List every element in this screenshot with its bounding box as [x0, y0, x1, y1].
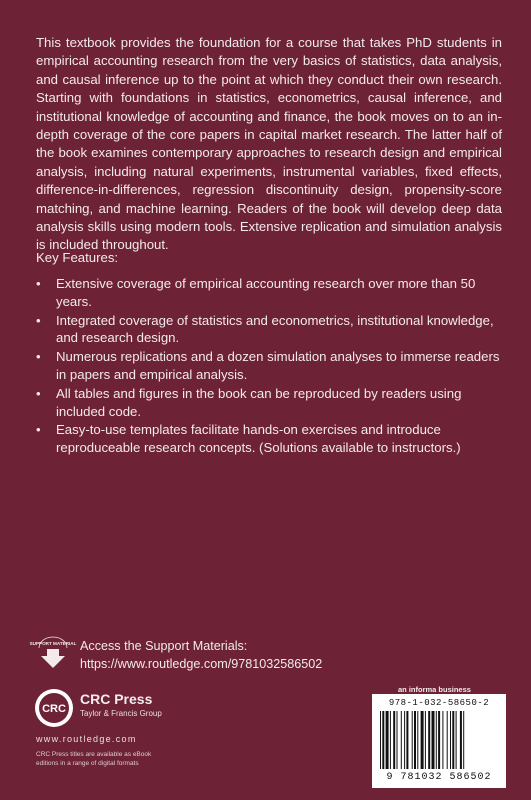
support-materials-block — [80, 637, 322, 673]
back-cover-blurb: This textbook provides the foundation for a course that takes PhD students in empirical accounting research from the very basics of statistics, data analysis, and causal inference up to the point at which they conduct their own research. Starting with foundations in statistics, econometrics, causal inference, and institutional knowledge of accounting and finance, the book moves on to an in-depth coverage of the core papers in capital market research. The latter half of the book examines contemporary approaches to research design and empirical analysis, including natural experiments, instrumental variables, fixed effects, difference-in-differences, regression discontinuity design, propensity-score matching, and machine learning. Readers of the book will develop deep data analysis skills using modern tools. Extensive replication and simulation analysis is included throughout. — [36, 35, 502, 253]
isbn-barcode — [372, 694, 506, 788]
ebook-note: CRC Press titles are available as eBook editions in a range of digital formats — [36, 751, 152, 767]
list-item — [36, 312, 506, 348]
support-material-icon — [29, 636, 77, 670]
feature-text: Integrated coverage of statistics and econometrics, institutional knowledge, and research design. — [56, 312, 494, 346]
list-item — [36, 348, 506, 384]
informa-business-label: an informa business — [398, 685, 471, 694]
bullet-icon: • — [36, 349, 41, 365]
key-features-heading: Key Features: — [36, 250, 119, 265]
key-features-list — [36, 275, 506, 458]
feature-text: Easy-to-use templates facilitate hands-on exercises and introduce reproduceable research concepts. (Solutions available to instructors.) — [56, 422, 461, 456]
isbn-top-text: 978-1-032-58650-2 — [388, 698, 490, 708]
bullet-icon: • — [36, 385, 41, 401]
bullet-icon: • — [36, 312, 41, 328]
crc-press-logo-icon — [34, 688, 74, 728]
publisher-group: Taylor & Francis Group — [80, 709, 162, 718]
publisher-website[interactable]: www.routledge.com — [36, 734, 137, 744]
publisher-name: CRC Press — [80, 691, 153, 707]
feature-text: Numerous replications and a dozen simulation analyses to immerse readers in papers and empirical analysis. — [56, 349, 500, 382]
feature-text: Extensive coverage of empirical accounting research over more than 50 years. — [56, 276, 476, 309]
barcode-bars — [378, 711, 500, 771]
bullet-icon: • — [36, 422, 41, 438]
list-item — [36, 275, 506, 311]
support-icon-label: SUPPORT MATERIAL — [29, 641, 77, 646]
crc-logo-text: CRC — [42, 703, 66, 715]
support-title: Access the Support Materials: — [80, 639, 248, 653]
list-item — [36, 385, 506, 421]
isbn-bottom-text: 9 781032 586502 — [386, 772, 492, 783]
support-url[interactable]: https://www.routledge.com/9781032586502 — [80, 657, 323, 671]
bullet-icon: • — [36, 276, 41, 291]
feature-text: All tables and figures in the book can be reproduced by readers using included code. — [56, 385, 462, 419]
list-item — [36, 421, 506, 457]
